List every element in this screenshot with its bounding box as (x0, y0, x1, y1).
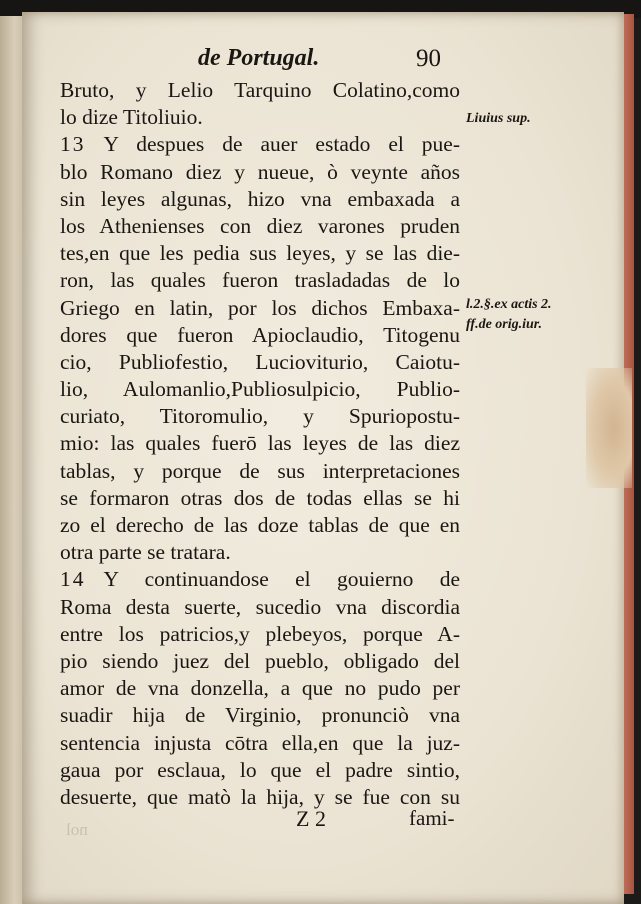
text-line: tablas, y porque de sus interpretaciones (60, 458, 460, 483)
paragraph-text: Y despues de auer estado el pue- (103, 132, 460, 157)
text-line: Griego en latin, por los dichos Embaxa- (60, 295, 460, 320)
water-stain (586, 368, 632, 488)
bleed-through-text: nol (66, 820, 88, 839)
text-line: sin leyes algunas, hizo vna embaxada a (60, 186, 460, 211)
text-line: desuerte, que matò la hija, y se fue con su (60, 784, 460, 809)
text-line: blo Romano diez y nueue, ò veynte años (60, 159, 460, 184)
text-line (60, 566, 460, 593)
paragraph-number: 13 (60, 132, 86, 157)
text-line: cio, Publiofestio, Lucioviturio, Caiotu- (60, 349, 460, 374)
text-line: los Athenienses con diez varones pruden (60, 213, 460, 238)
text-line: otra parte se tratara. (60, 540, 231, 565)
text-line: Roma desta suerte, sucedio vna discordia (60, 594, 460, 619)
paragraph-text: Y continuandose el gouierno de (103, 567, 460, 592)
text-line: dores que fueron Apioclaudio, Titogenu (60, 322, 460, 347)
text-line: Bruto, y Lelio Tarquino Colatino,como (60, 78, 460, 102)
text-line: pio siendo juez del pueblo, obligado del (60, 648, 460, 673)
paragraph-number: 14 (60, 567, 86, 592)
text-line: entre los patricios,y plebeyos, porque A- (60, 621, 460, 646)
running-head: de Portugal. (198, 45, 320, 71)
text-block (60, 45, 460, 811)
page-header (60, 45, 460, 77)
text-line: ron, las quales fueron trasladadas de lo (60, 268, 460, 293)
text-line: sentencia injusta cōtra ella,en que la juz- (60, 730, 460, 755)
text-line: lo dize Titoliuio. (60, 105, 203, 130)
catchword: fami- (409, 806, 455, 830)
text-line: lio, Aulomanlio,Publiosulpicio, Publio- (60, 377, 460, 402)
signature-mark: Z 2 (296, 806, 326, 831)
text-line: tes,en que les pedia sus leyes, y se las die- (60, 241, 460, 266)
page-number: 90 (416, 45, 441, 72)
text-line (60, 131, 460, 158)
text-line: mio: las quales fuerō las leyes de las diez (60, 431, 460, 456)
text-line: gaua por esclaua, lo que el padre sintio, (60, 757, 460, 782)
marginal-note: Liuius sup. (466, 111, 531, 126)
marginal-note: ff.de orig.iur. (466, 317, 542, 332)
text-line: se formaron otras dos de todas ellas se hi (60, 485, 460, 510)
marginal-note: l.2.§.ex actis 2. (466, 297, 552, 312)
text-line: zo el derecho de las doze tablas de que en (60, 513, 460, 537)
text-line: curiato, Titoromulio, y Spuriopostu- (60, 404, 460, 429)
text-line: amor de vna donzella, a que no pudo per (60, 676, 460, 701)
text-line: suadir hija de Virginio, pronunciò vna (60, 703, 460, 728)
